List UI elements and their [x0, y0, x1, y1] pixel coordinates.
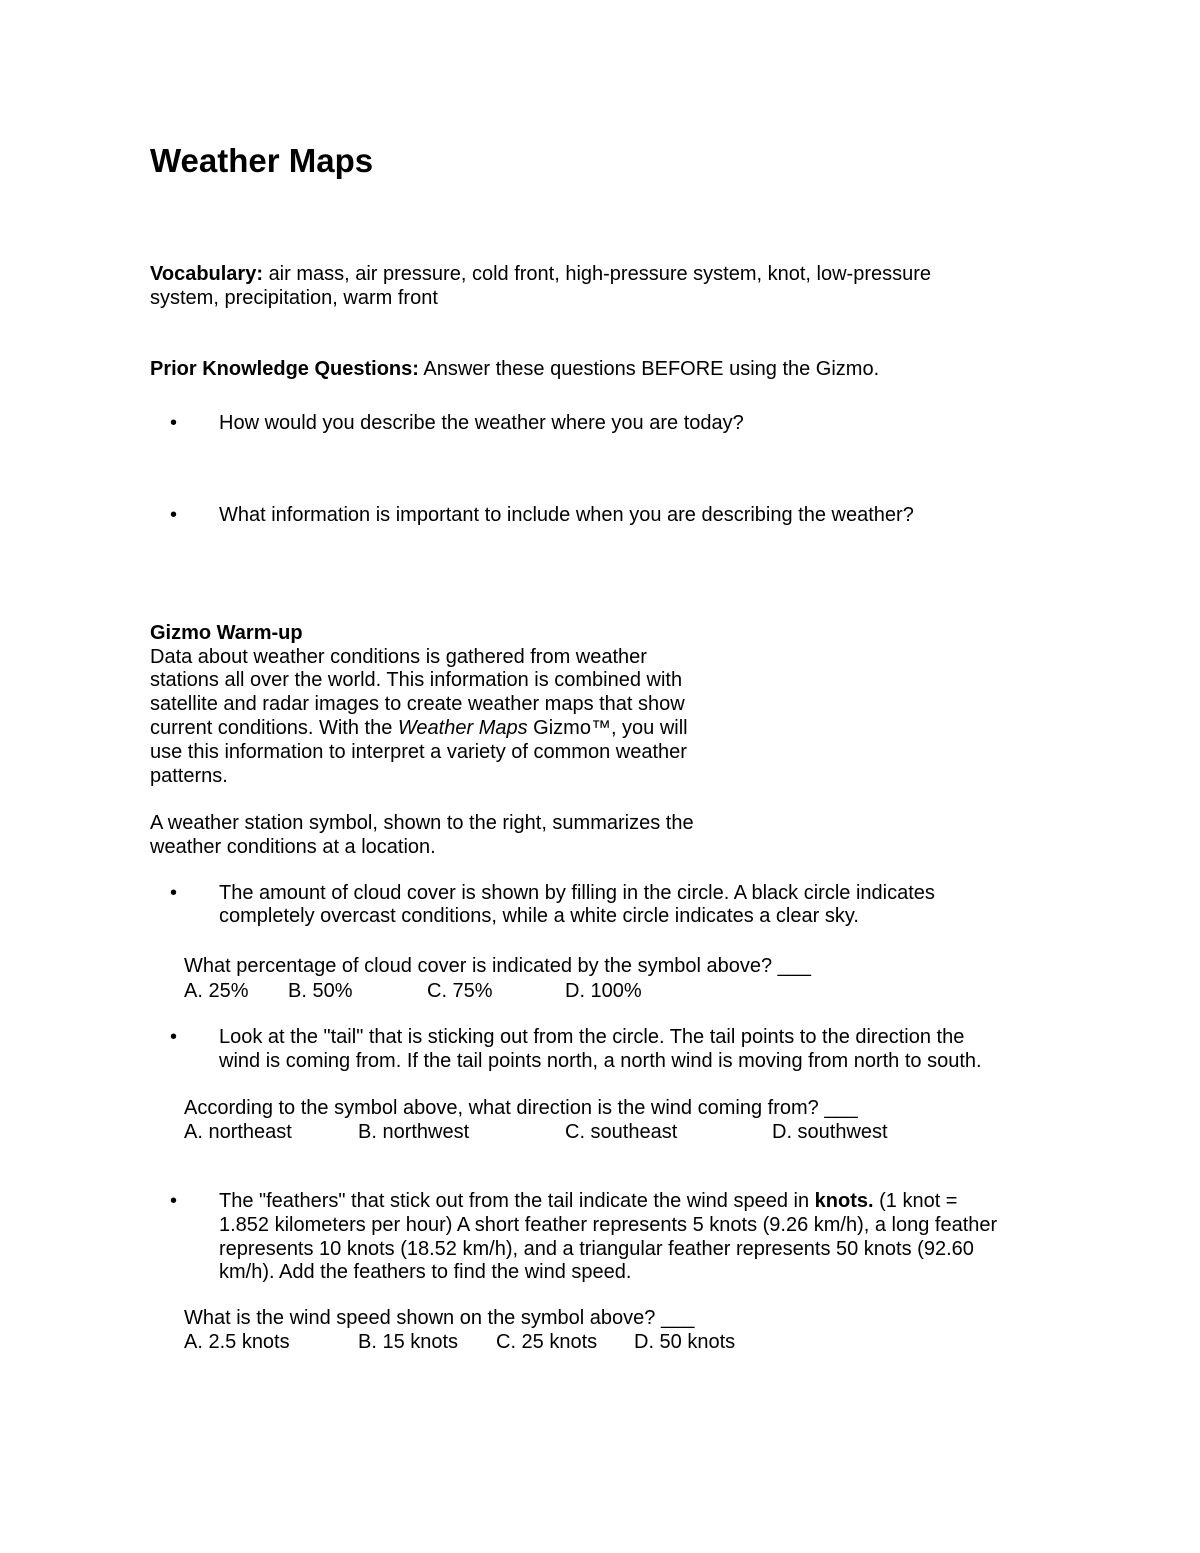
bullet-icon: •: [170, 1190, 178, 1212]
warmup-intro-text: current conditions. With the: [150, 717, 393, 739]
warmup-intro-line: [150, 716, 688, 740]
item3-option-a: A. 2.5 knots: [184, 1331, 290, 1353]
item2-text-line: wind is coming from. If the tail points north, a north wind is moving from north to south.: [219, 1050, 982, 1072]
item3-text-line: 1.852 kilometers per hour) A short feather represents 5 knots (9.26 km/h), a long feather: [219, 1214, 998, 1236]
symbol-intro-line: weather conditions at a location.: [150, 836, 436, 858]
item2-option-c: C. southeast: [565, 1121, 678, 1143]
item3-text-line: represents 10 knots (18.52 km/h), and a triangular feather represents 50 knots (92.60: [219, 1238, 974, 1260]
warmup-intro-line: satellite and radar images to create weather maps that show: [150, 693, 685, 715]
bullet-icon: •: [170, 412, 178, 434]
warmup-intro-line: stations all over the world. This information is combined with: [150, 669, 683, 691]
item3-option-b: B. 15 knots: [358, 1331, 459, 1353]
item2-option-a: A. northeast: [184, 1121, 292, 1143]
item2-text-line: Look at the "tail" that is sticking out from the circle. The tail points to the direction the: [219, 1026, 965, 1048]
item1-question: What percentage of cloud cover is indicated by the symbol above? ___: [184, 955, 812, 977]
warmup-intro-text: Gizmo™, you will: [533, 717, 688, 739]
item2-question: According to the symbol above, what direction is the wind coming from? ___: [184, 1097, 858, 1119]
item3-option-c: C. 25 knots: [496, 1331, 598, 1353]
bullet-icon: •: [170, 882, 178, 904]
item1-text-line: The amount of cloud cover is shown by filling in the circle. A black circle indicates: [219, 882, 935, 904]
prior-question-1: How would you describe the weather where you are today?: [219, 412, 744, 434]
prior-knowledge-instruction: Answer these questions BEFORE using the Gizmo.: [423, 358, 880, 380]
vocabulary-line-2: system, precipitation, warm front: [150, 287, 438, 309]
bullet-icon: •: [170, 504, 178, 526]
vocabulary-terms-1: air mass, air pressure, cold front, high-pressure system, knot, low-pressure: [268, 263, 932, 285]
warmup-intro-line: patterns.: [150, 765, 228, 787]
item1-text-line: completely overcast conditions, while a white circle indicates a clear sky.: [219, 905, 859, 927]
warmup-heading: Gizmo Warm-up: [150, 622, 303, 644]
warmup-intro-line: use this information to interpret a variety of common weather: [150, 741, 687, 763]
page-title: Weather Maps: [150, 142, 374, 179]
prior-knowledge-label: Prior Knowledge Questions:: [150, 358, 419, 380]
item1-option-a: A. 25%: [184, 980, 249, 1002]
item2-option-b: B. northwest: [358, 1121, 470, 1143]
item3-text-line: km/h). Add the feathers to find the wind speed.: [219, 1261, 632, 1283]
item1-option-d: D. 100%: [565, 980, 642, 1002]
gizmo-name: Weather Maps: [397, 717, 528, 739]
vocabulary-line-1: [150, 262, 931, 286]
item2-option-d: D. southwest: [772, 1121, 888, 1143]
item3-text-line: [219, 1189, 958, 1213]
item3-question: What is the wind speed shown on the symbol above? ___: [184, 1307, 695, 1329]
prior-knowledge-heading: [150, 357, 879, 381]
item3-option-d: D. 50 knots: [634, 1331, 736, 1353]
bullet-icon: •: [170, 1026, 178, 1048]
prior-question-2: What information is important to include when you are describing the weather?: [219, 504, 914, 526]
item3-text: The "feathers" that stick out from the tail indicate the wind speed in: [219, 1190, 810, 1212]
warmup-intro-line: Data about weather conditions is gathered from weather: [150, 646, 647, 668]
item1-option-b: B. 50%: [288, 980, 353, 1002]
vocabulary-label: Vocabulary:: [150, 263, 263, 285]
knots-term: knots.: [814, 1190, 874, 1212]
item3-text: (1 knot =: [879, 1190, 958, 1212]
symbol-intro-line: A weather station symbol, shown to the right, summarizes the: [150, 812, 694, 834]
item1-option-c: C. 75%: [427, 980, 493, 1002]
